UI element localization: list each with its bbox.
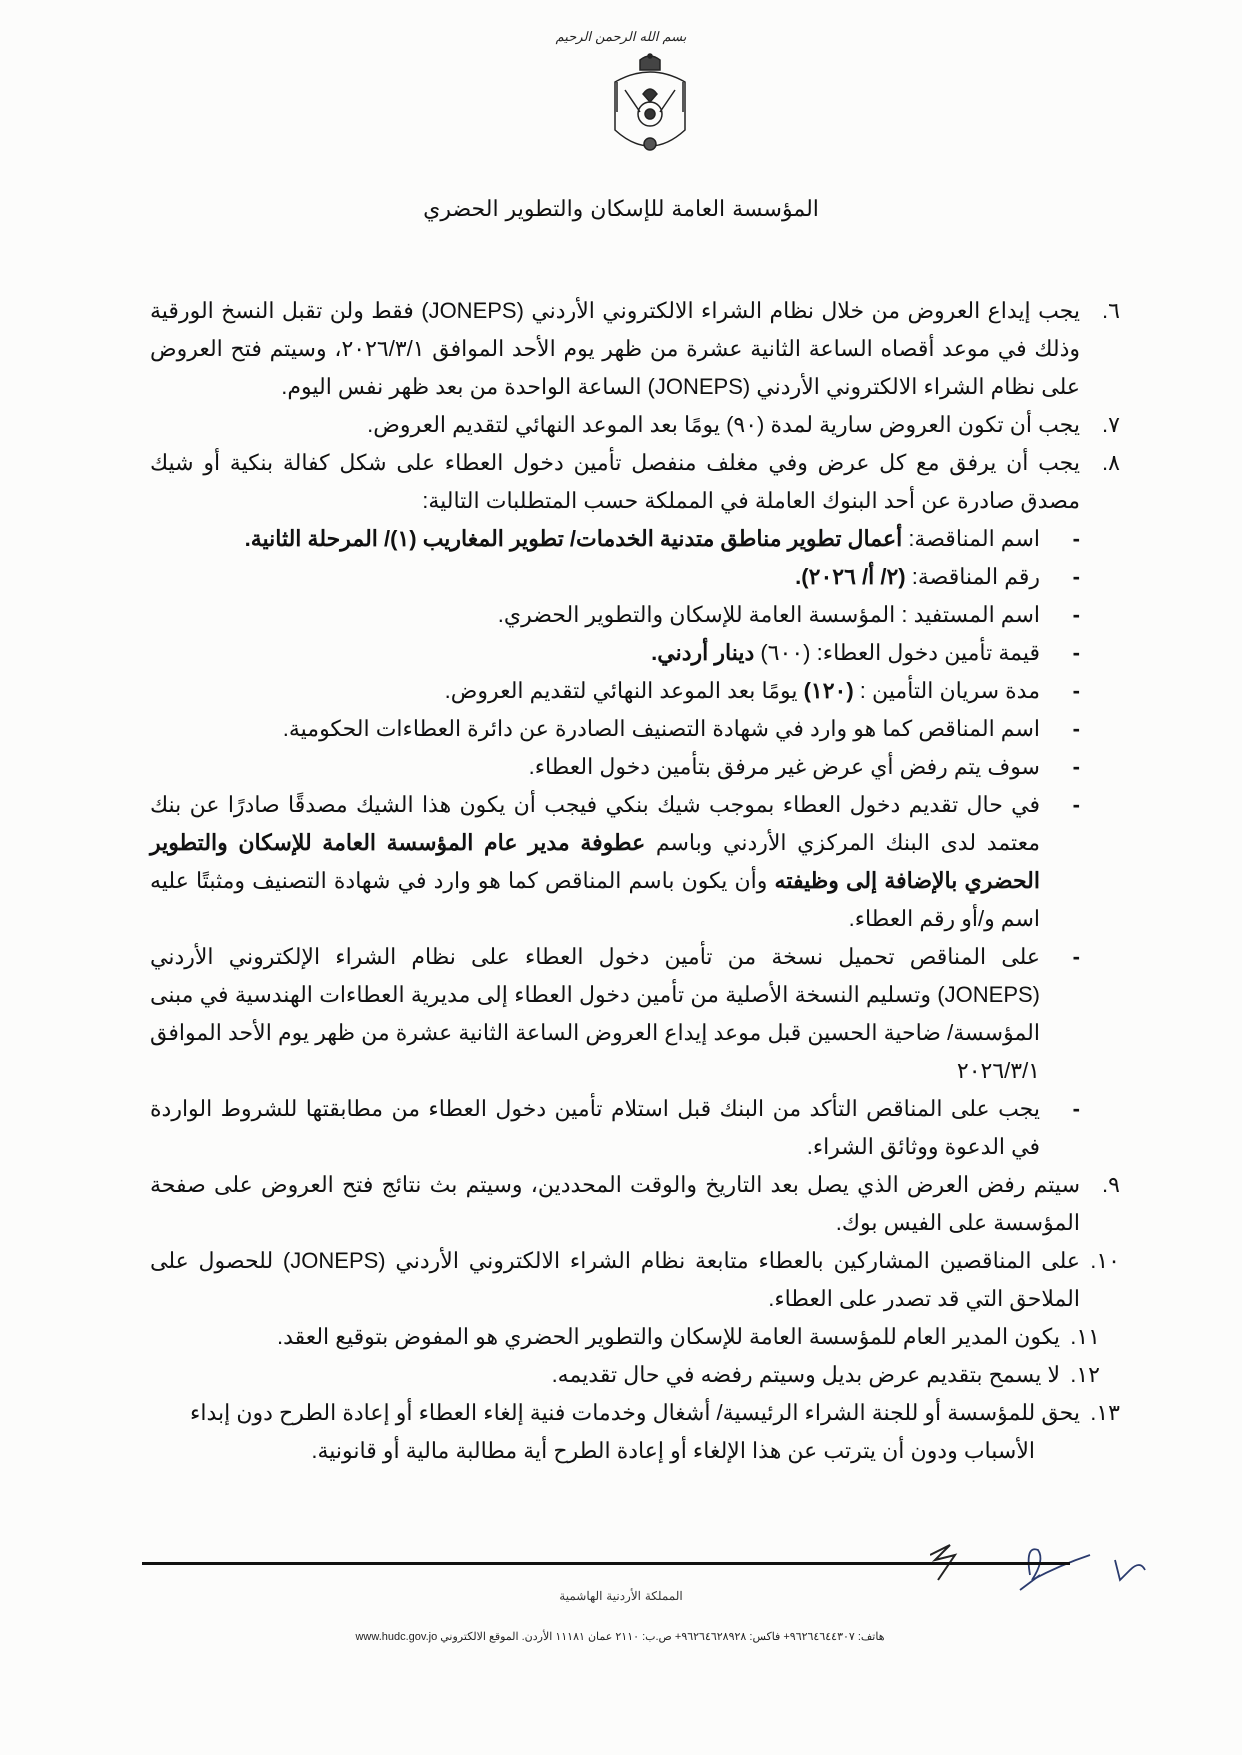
clause-number: ٦. xyxy=(1102,298,1120,323)
requirement-text: سوف يتم رفض أي عرض غير مرفق بتأمين دخول العطاء. xyxy=(528,754,1040,779)
requirement-guarantee-value xyxy=(150,634,1080,672)
clause-text: يجب أن تكون العروض سارية لمدة (٩٠) يومًا بعد الموعد النهائي لتقديم العروض. xyxy=(367,412,1080,437)
clause-6 xyxy=(150,292,1120,406)
tender-conditions xyxy=(150,292,1120,1470)
requirement-tender-number xyxy=(150,558,1080,596)
clause-number: ١٣. xyxy=(1090,1400,1120,1425)
jordan-coat-of-arms-icon xyxy=(605,52,695,162)
clause-number: ٩. xyxy=(1102,1172,1120,1197)
handwritten-signature-icon xyxy=(930,1535,1180,1595)
bullet: - xyxy=(1072,792,1080,817)
clause-number: ١٠. xyxy=(1090,1248,1120,1273)
requirement-emphasis: عطوفة مدير عام المؤسسة العامة للإسكان والتطوير الحضري بالإضافة إلى وظيفته xyxy=(150,830,1040,893)
bullet: - xyxy=(1072,716,1080,741)
requirement-tender-name xyxy=(150,520,1080,558)
clause-text: سيتم رفض العرض الذي يصل بعد التاريخ والوقت المحددين، وسيتم بث نتائج فتح العروض على صفحة المؤسسة على الفيس بوك. xyxy=(150,1172,1080,1235)
clause-text: على المناقصين المشاركين بالعطاء متابعة نظام الشراء الالكتروني الأردني (JONEPS) للحصول على الملاحق التي قد تصدر على العطاء. xyxy=(150,1248,1080,1311)
clause-text: يكون المدير العام للمؤسسة العامة للإسكان والتطوير الحضري هو المفوض بتوقيع العقد. xyxy=(276,1324,1060,1349)
requirement-text: على المناقص تحميل نسخة من تأمين دخول العطاء على نظام الشراء الإلكتروني الأردني (JONEPS) وتسليم النسخة الأصلية من تأمين دخول العطاء إلى مديرية العطاءات الهندسية في مبنى المؤسسة/ ضاحية الحسين قبل موعد إيداع العروض الساعة الثانية عشرة من ظهر يوم الأحد الموافق ٢٠٢٦/٣/١ xyxy=(150,944,1040,1083)
requirement-bank-verification xyxy=(150,1090,1080,1166)
basmala: بسم الله الرحمن الرحيم xyxy=(555,30,687,45)
requirement-validity xyxy=(150,672,1080,710)
clause-12 xyxy=(150,1356,1100,1394)
requirement-value: (٢/ أ/ ٢٠٢٦). xyxy=(795,564,906,589)
requirement-bank-cheque xyxy=(150,786,1080,938)
requirement-label: اسم المناقصة: xyxy=(902,526,1040,551)
clause-text-continued: الأسباب ودون أن يترتب عن هذا الإلغاء أو إعادة الطرح أية مطالبة مالية أو قانونية. xyxy=(311,1438,1035,1463)
bullet: - xyxy=(1072,754,1080,779)
clause-13 xyxy=(150,1394,1120,1470)
requirement-value: (١٢٠) xyxy=(803,678,854,703)
requirement-value: دينار أردني. xyxy=(651,640,755,665)
bullet: - xyxy=(1072,678,1080,703)
requirement-text: وأن يكون باسم المناقص كما هو وارد في شهادة التصنيف ومثبتًا عليه اسم و/أو رقم العطاء. xyxy=(150,868,1040,931)
bullet: - xyxy=(1072,1096,1080,1121)
requirement-upload-copy xyxy=(150,938,1080,1090)
bullet: - xyxy=(1072,944,1080,969)
organization-name: المؤسسة العامة للإسكان والتطوير الحضري xyxy=(423,197,819,222)
clause-7 xyxy=(150,406,1120,444)
requirement-rejection xyxy=(150,748,1080,786)
requirement-text: في حال تقديم دخول العطاء بموجب شيك بنكي فيجب أن يكون هذا الشيك مصدقًا صادرًا عن بنك معتمد لدى البنك المركزي الأردني وباسم xyxy=(150,792,1040,855)
clause-11 xyxy=(150,1318,1100,1356)
clause-number: ٧. xyxy=(1102,412,1120,437)
clause-text: يجب أن يرفق مع كل عرض وفي مغلف منفصل تأمين دخول العطاء على شكل كفالة بنكية أو شيك مصدق صادرة عن أحد البنوك العاملة في المملكة حسب المتطلبات التالية: xyxy=(150,450,1080,513)
clause-text: يحق للمؤسسة أو للجنة الشراء الرئيسية/ أشغال وخدمات فنية إلغاء العطاء أو إعادة الطرح دون إبداء xyxy=(190,1400,1080,1425)
clause-10 xyxy=(150,1242,1120,1318)
requirement-label: رقم المناقصة: xyxy=(905,564,1040,589)
bullet: - xyxy=(1072,640,1080,665)
requirement-text: يومًا بعد الموعد النهائي لتقديم العروض. xyxy=(444,678,804,703)
clause-number: ٨. xyxy=(1102,450,1120,475)
clause-8 xyxy=(150,444,1120,520)
clause-number: ١٢. xyxy=(1070,1362,1100,1387)
requirement-label: قيمة تأمين دخول العطاء: (٦٠٠) xyxy=(754,640,1040,665)
clause-9 xyxy=(150,1166,1120,1242)
footer-contact: هاتف: ٩٦٢٦٤٦٤٤٣٠٧+ فاكس: ٩٦٢٦٤٦٢٨٩٢٨+ ص.ب: ٢١١٠ عمان ١١١٨١ الأردن. الموقع الالكتروني www.hudc.gov.jo xyxy=(355,1631,885,1643)
requirement-text: يجب على المناقص التأكد من البنك قبل استلام تأمين دخول العطاء من مطابقتها للشروط الواردة في الدعوة ووثائق الشراء. xyxy=(150,1096,1040,1159)
requirement-bidder-name xyxy=(150,710,1080,748)
bullet: - xyxy=(1072,526,1080,551)
clause-text: لا يسمح بتقديم عرض بديل وسيتم رفضه في حال تقديمه. xyxy=(551,1362,1060,1387)
footer-divider xyxy=(142,1562,1070,1565)
requirement-text: اسم المناقص كما هو وارد في شهادة التصنيف الصادرة عن دائرة العطاءات الحكومية. xyxy=(282,716,1040,741)
requirement-value: أعمال تطوير مناطق متدنية الخدمات/ تطوير المغاريب (١)/ المرحلة الثانية. xyxy=(244,526,903,551)
requirement-beneficiary xyxy=(150,596,1080,634)
bullet: - xyxy=(1072,602,1080,627)
footer-kingdom: المملكة الأردنية الهاشمية xyxy=(559,1589,683,1603)
clause-number: ١١. xyxy=(1070,1324,1100,1349)
requirement-label: مدة سريان التأمين : xyxy=(853,678,1040,703)
bullet: - xyxy=(1072,564,1080,589)
requirement-text: اسم المستفيد : المؤسسة العامة للإسكان والتطوير الحضري. xyxy=(497,602,1040,627)
clause-text: يجب إيداع العروض من خلال نظام الشراء الالكتروني الأردني (JONEPS) فقط ولن تقبل النسخ الورقية وذلك في موعد أقصاه الساعة الثانية عشرة من ظهر يوم الأحد الموافق ٢٠٢٦/٣/١، وسيتم فتح العروض على نظام الشراء الالكتروني الأردني (JONEPS) الساعة الواحدة من بعد ظهر نفس اليوم. xyxy=(150,298,1081,399)
